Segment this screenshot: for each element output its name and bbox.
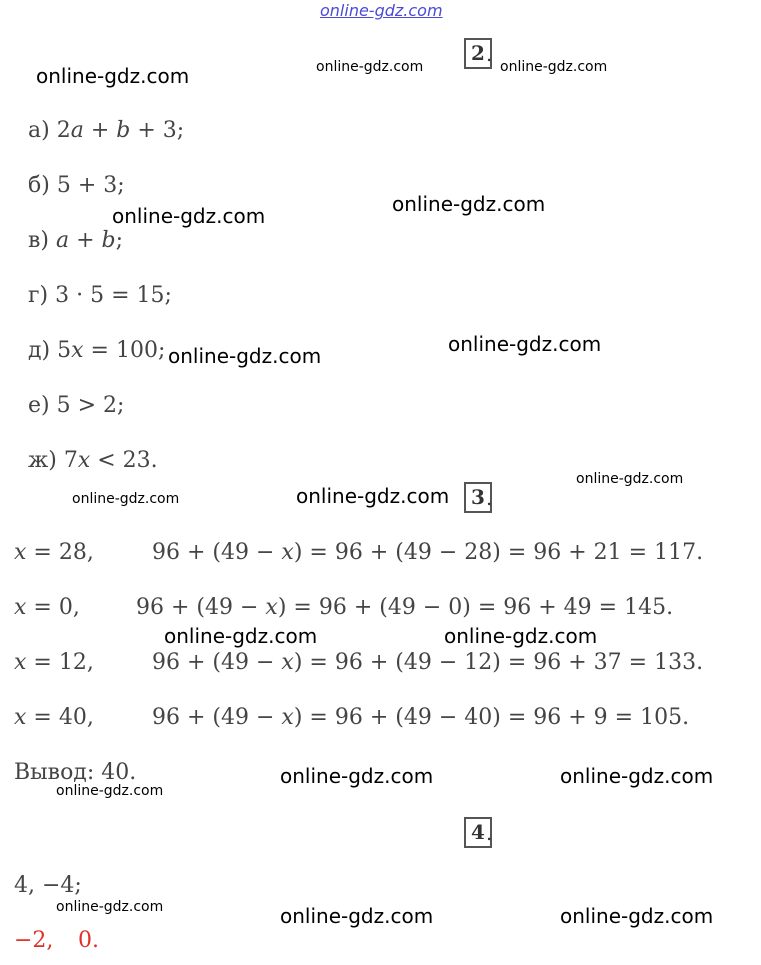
watermark: online-gdz.com — [56, 783, 164, 799]
watermark: online-gdz.com — [280, 904, 434, 928]
problem-4-answer-2: 0. — [78, 928, 99, 953]
watermark: online-gdz.com — [392, 192, 546, 216]
problem-number-3: 3 — [464, 482, 492, 513]
problem-3-row-3-expr: 96 + (49 − x) = 96 + (49 − 12) = 96 + 37 = 133. — [152, 650, 704, 675]
problem-number-dot: . — [486, 486, 493, 510]
watermark: online-gdz.com — [280, 764, 434, 788]
problem-3-row-4-lhs: x = 40, — [14, 705, 94, 730]
problem-number-2: 2 — [464, 38, 492, 69]
problem-2-item-zh: ж) 7x < 23. — [28, 448, 158, 473]
problem-2-item-d: д) 5x = 100; — [28, 338, 166, 363]
watermark: online-gdz.com — [164, 624, 318, 648]
watermark: online-gdz.com — [448, 332, 602, 356]
watermark: online-gdz.com — [168, 344, 322, 368]
problem-2-item-v: в) a + b; — [28, 228, 124, 253]
problem-3-row-2-expr: 96 + (49 − x) = 96 + (49 − 0) = 96 + 49 = 145. — [136, 595, 674, 620]
problem-4-answer-1: −2, — [14, 928, 54, 953]
problem-3-row-1-expr: 96 + (49 − x) = 96 + (49 − 28) = 96 + 21 = 117. — [152, 540, 704, 565]
problem-number-dot: . — [486, 42, 493, 66]
problem-2-item-a: а) 2a + b + 3; — [28, 118, 185, 143]
watermark: online-gdz.com — [316, 59, 424, 75]
problem-2-item-e: е) 5 > 2; — [28, 393, 125, 418]
watermark: online-gdz.com — [444, 624, 598, 648]
watermark: online-gdz.com — [112, 204, 266, 228]
watermark: online-gdz.com — [576, 471, 684, 487]
watermark: online-gdz.com — [560, 764, 714, 788]
watermark: online-gdz.com — [72, 491, 180, 507]
problem-3-row-4-expr: 96 + (49 − x) = 96 + (49 − 40) = 96 + 9 = 105. — [152, 705, 690, 730]
watermark: online-gdz.com — [296, 484, 450, 508]
watermark: online-gdz.com — [560, 904, 714, 928]
problem-3-conclusion: Вывод: 40. — [14, 760, 137, 785]
header-link[interactable]: online-gdz.com — [320, 1, 443, 20]
problem-3-row-1-lhs: x = 28, — [14, 540, 94, 565]
problem-2-item-b: б) 5 + 3; — [28, 173, 125, 198]
problem-number-4: 4 — [464, 817, 492, 848]
watermark: online-gdz.com — [56, 899, 164, 915]
problem-3-row-3-lhs: x = 12, — [14, 650, 94, 675]
problem-3-row-2-lhs: x = 0, — [14, 595, 80, 620]
problem-4-line-1: 4, −4; — [14, 873, 82, 898]
problem-2-item-g: г) 3 · 5 = 15; — [28, 283, 172, 308]
problem-number-dot: . — [486, 821, 493, 845]
watermark: online-gdz.com — [36, 64, 190, 88]
watermark: online-gdz.com — [500, 59, 608, 75]
